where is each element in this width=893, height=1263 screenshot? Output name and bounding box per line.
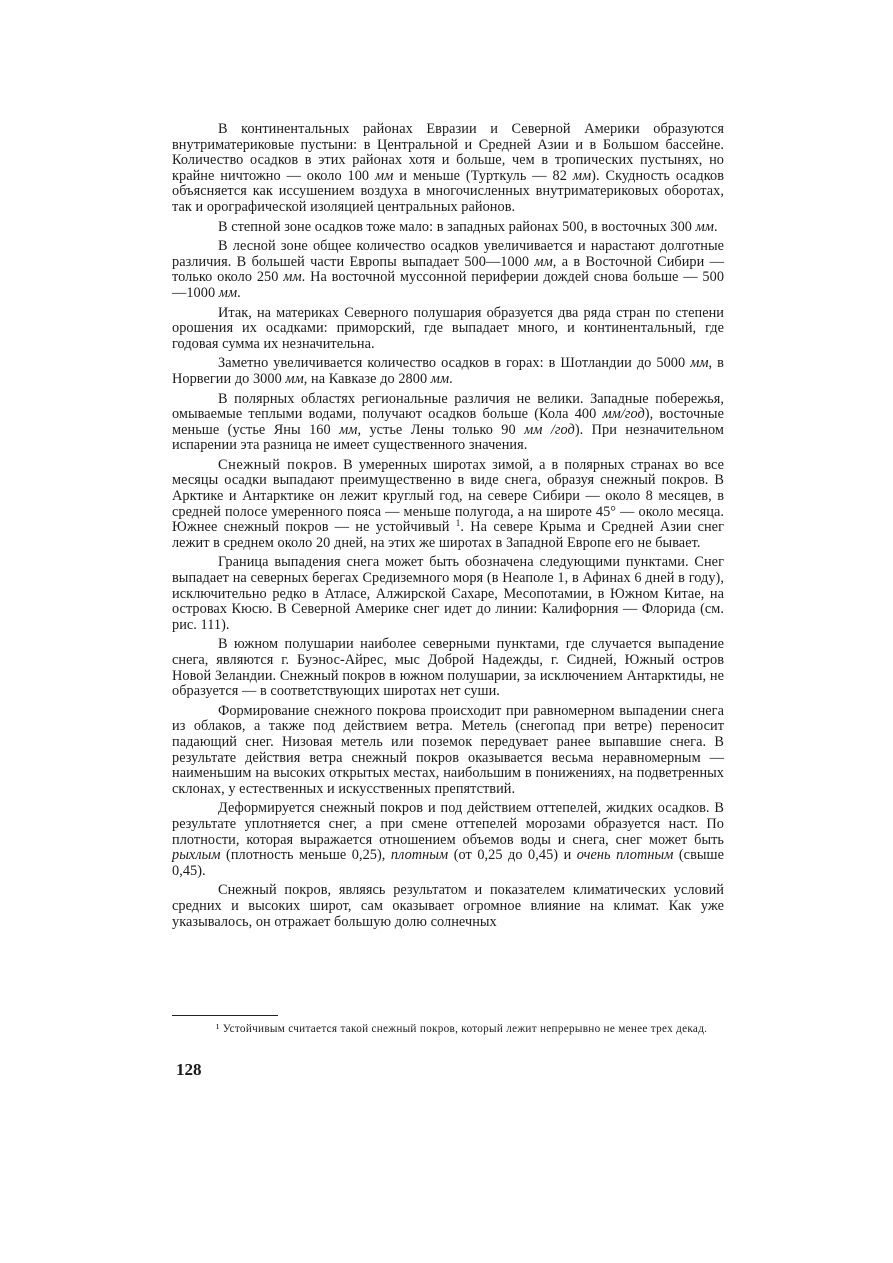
italic-run: мм xyxy=(375,167,394,184)
italic-run: мм xyxy=(430,370,450,387)
text-run: ). Скудность осадков объясняется как иссушением воздуха в многочисленных внутриматериковых оборотах, так и орографической изоляцией центральных районов. xyxy=(172,167,724,215)
paragraph xyxy=(172,122,724,216)
italic-run: плотным xyxy=(390,847,449,864)
italic-run: мм xyxy=(695,218,714,235)
text-run: (свыше 0,45). xyxy=(172,847,724,879)
text-run: ), восточные меньше (устье Яны 160 xyxy=(172,406,724,438)
text-run: ). При незначительном испарении эта разница не имеет существенного значения. xyxy=(172,421,724,454)
text-run: . xyxy=(237,284,241,301)
paragraph xyxy=(172,555,724,633)
page-body xyxy=(172,122,724,934)
text-run: . xyxy=(713,218,718,235)
text-run: Формирование снежного покрова происходит при равномерном выпадении снега из облаков, а также под действием ветра. Метель (снегопад при ветре) переносит падающий снег. Низовая метель или поземок передувает ранее выпавшие снега. В результате действия ветра снежный покров оказывается весьма неравномерным — наименьшим на высоких открытых местах, наибольшим в понижениях, на подветренных склонах, у естественных и искусственных препятствий. xyxy=(172,702,724,797)
italic-run: мм xyxy=(572,167,592,184)
text-run: (от 0,25 до 0,45) и xyxy=(448,847,577,864)
paragraph xyxy=(172,458,724,552)
italic-run: мм xyxy=(285,370,304,387)
text-run: Заметно увеличивается количество осадков в горах: в Шотландии до 5000 xyxy=(218,355,691,372)
paragraph xyxy=(172,220,724,236)
text-run: , на Кавказе до 2800 xyxy=(303,370,431,387)
paragraph xyxy=(172,637,724,699)
text-run: . xyxy=(449,370,453,387)
text-run: В континентальных районах Евразии и Северной Америки образуются внутриматериковые пустыни: в Центральной и Средней Азии и в Большом бассейне. Количество осадков в этих районах хотя и больше, чем в тропических пустынях, но крайне ничтожно — около 100 xyxy=(172,121,724,184)
text-run: В степной зоне осадков тоже мало: в западных районах 500, в восточных 300 xyxy=(218,218,696,235)
footnote-ref: 1 xyxy=(455,518,461,529)
italic-run: мм xyxy=(690,355,709,372)
paragraph xyxy=(172,883,724,930)
paragraph xyxy=(172,392,724,454)
text-run: (плотность меньше 0,25), xyxy=(220,847,391,864)
text-run: , в Норвегии до 3000 xyxy=(172,355,724,387)
text-run: . В умеренных широтах зимой, а в полярных странах во все месяцы осадки выпадают преимущественно в виде снега, образуя снежный покров. В Арктике и Антарктике он лежит круглый год, на севере Сибири — около 8 месяцев, в средней полосе умеренного пояса — меньше полугода, а на широте 45° — около месяца. Южнее снежный покров — не устойчивый xyxy=(172,456,725,536)
text-run: , а в Восточной Сибири — только около 250 xyxy=(172,253,724,286)
italic-run: мм xyxy=(339,421,358,438)
text-run: . На севере Крыма и Средней Азии снег лежит в среднем около 20 дней, на этих же широтах в Западной Европе его не бывает. xyxy=(172,519,724,551)
page-number: 128 xyxy=(176,1060,202,1079)
italic-run: рыхлым xyxy=(172,847,221,864)
italic-run: очень плотным xyxy=(576,847,674,864)
footnote: ¹ Устойчивым считается такой снежный покров, который лежит непрерывно не менее трех декад. xyxy=(216,1023,708,1035)
paragraph xyxy=(172,801,724,879)
text-run: В полярных областях региональные различия не велики. Западные побережья, омываемые теплыми водами, получают осадков больше (Кола 400 xyxy=(172,390,724,423)
italic-run: мм xyxy=(218,284,238,301)
paragraph xyxy=(172,704,724,798)
section-heading: Снежный покров xyxy=(218,456,334,473)
italic-run: мм /год xyxy=(524,421,575,438)
italic-run: мм/год xyxy=(602,406,645,423)
paragraph xyxy=(172,356,724,387)
text-run: Снежный покров, являясь результатом и показателем климатических условий средних и высоких широт, сам оказывает огромное влияние на климат. Как уже указывалось, он отражает большую долю солнечных xyxy=(172,882,724,930)
text-run: Итак, на материках Северного полушария образуется два ряда стран по степени орошения их осадками: приморский, где выпадает много, и континентальный, где годовая сумма их незначительна. xyxy=(172,304,724,352)
text-run: В лесной зоне общее количество осадков увеличивается и нарастают долготные различия. В большей части Европы выпадает 500—1000 xyxy=(172,238,724,270)
text-run: , устье Лены только 90 xyxy=(357,421,525,438)
text-run: Граница выпадения снега может быть обозначена следующими пунктами. Снег выпадает на северных берегах Средиземного моря (в Неаполе 1, в Афинах 6 дней в году), исключительно редко в Атласе, Алжирской Сахаре, Месопотамии, в Южном Китае, на островах Кюсю. В Северной Америке снег идет до линии: Калифорния — Флорида (см. рис. 111). xyxy=(172,554,724,633)
paragraph xyxy=(172,239,724,301)
footnote-divider xyxy=(172,1015,278,1016)
italic-run: мм xyxy=(534,253,553,270)
text-run: и меньше (Турткуль — 82 xyxy=(393,167,573,184)
paragraph xyxy=(172,306,724,353)
text-run: Деформируется снежный покров и под действием оттепелей, жидких осадков. В результате уплотняется снег, а при смене оттепелей морозами образуется наст. По плотности, которая выражается отношением объемов воды и снега, снег может быть xyxy=(172,800,724,848)
text-run: В южном полушарии наиболее северными пунктами, где случается выпадение снега, являются г. Буэнос-Айрес, мыс Доброй Надежды, г. Сидней, Южный остров Новой Зеландии. Снежный покров в южном полушарии, за исключением Антарктиды, не образуется — в соответствующих широтах нет суши. xyxy=(172,636,724,700)
text-run: . На восточной муссонной периферии дождей снова больше — 500—1000 xyxy=(172,269,725,301)
italic-run: мм xyxy=(283,269,302,286)
